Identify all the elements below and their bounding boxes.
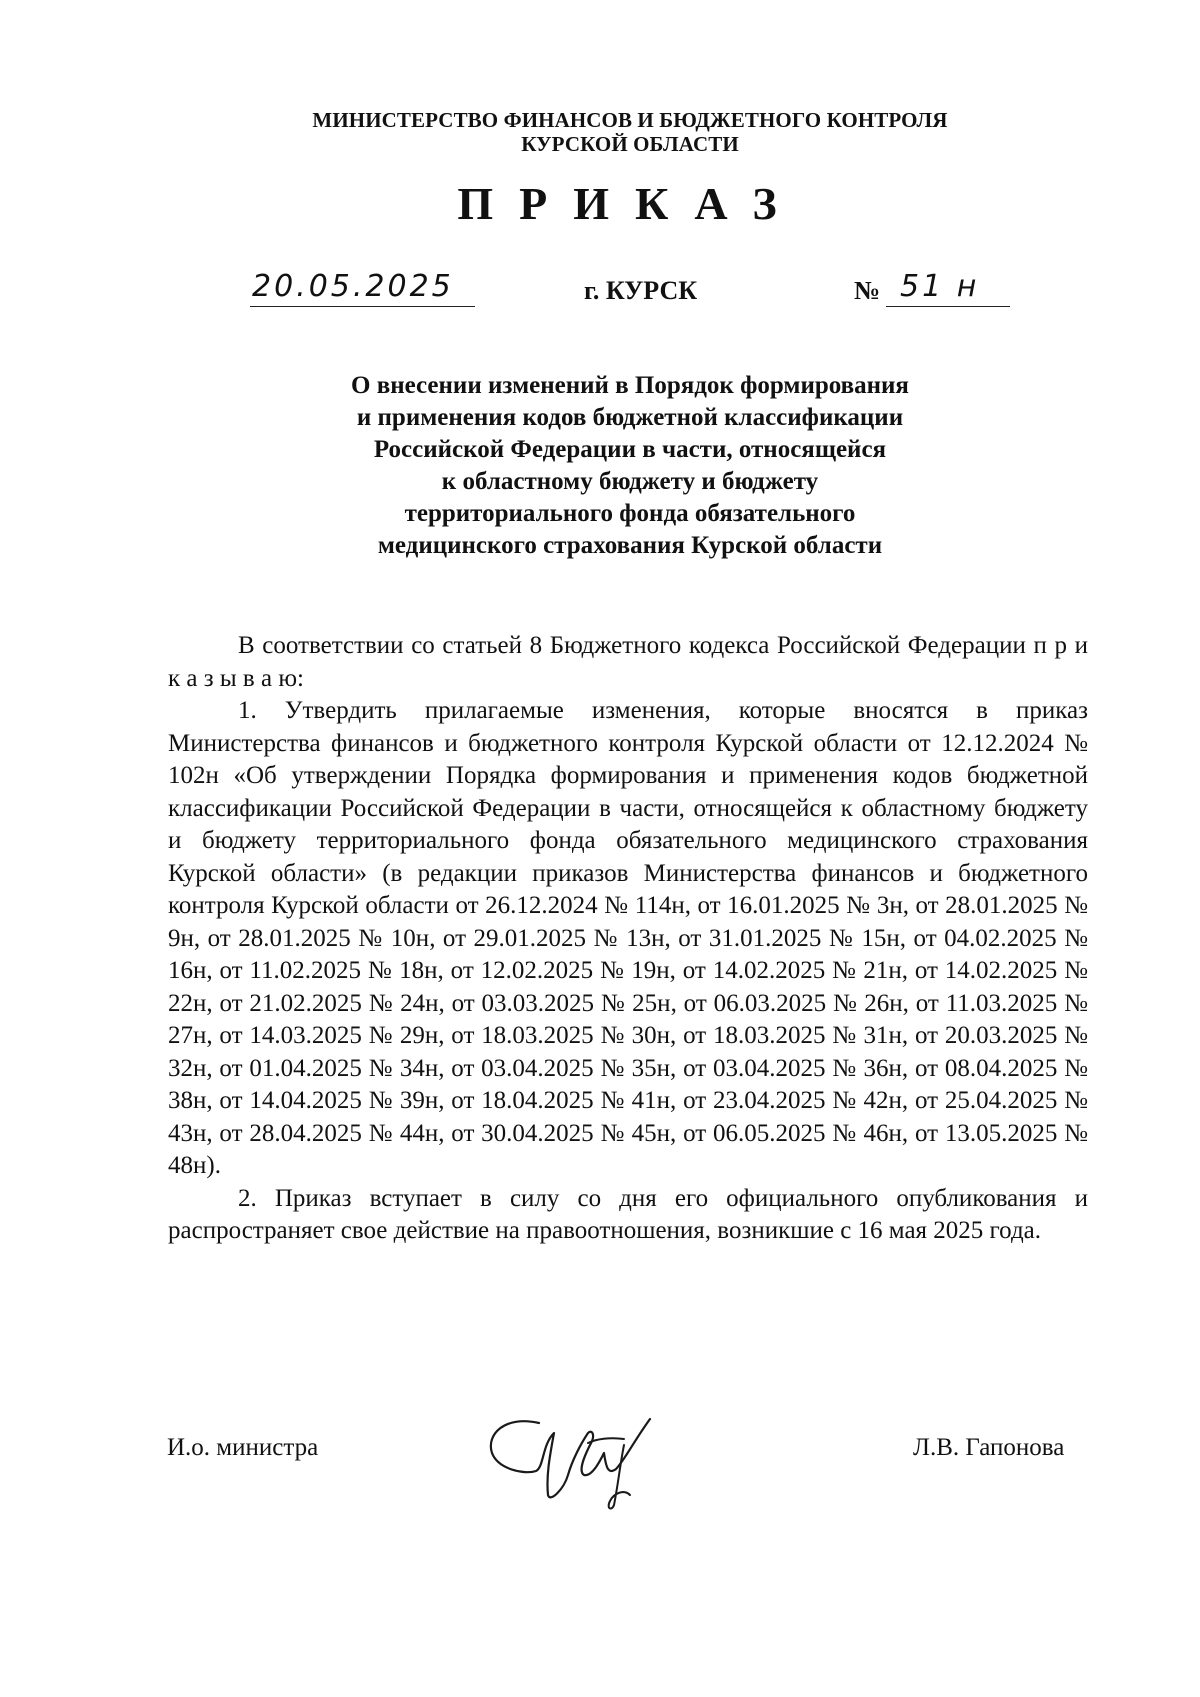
item-2-paragraph: 2. Приказ вступает в силу со дня его официального опубликования и распространяет свое действие на правоотношения, возникшие с 16 мая 2025 года. (168, 1184, 1088, 1244)
subject-line: О внесении изменений в Порядок формирования (351, 372, 909, 399)
subject-line: к областному бюджету и бюджету (441, 468, 819, 495)
ministry-line-2: КУРСКОЙ ОБЛАСТИ (521, 132, 739, 156)
document-title: ПРИКАЗ (457, 178, 803, 229)
subject-line: медицинского страхования Курской области (377, 532, 883, 559)
preamble-paragraph: В соответствии со статьей 8 Бюджетного кодекса Российской Федерации п р и к а з ы в а ю: (168, 632, 1088, 692)
handwritten-date: 20.05.2025 (252, 269, 454, 304)
ministry-line-1: МИНИСТЕРСТВО ФИНАНСОВ И БЮДЖЕТНОГО КОНТРОЛЯ (312, 108, 948, 132)
date-field (250, 268, 475, 307)
item-1-paragraph: 1. Утвердить прилагаемые изменения, которые вносятся в приказ Министерства финансов и бюджетного контроля Курской области от 12.12.2024 № 102н «Об утверждении Порядка формирования и применения кодов бюджетной классификации Российской Федерации в части, относящейся к областному бюджету и бюджету территориального фонда обязательного медицинского страхования Курской области» (в редакции приказов Министерства финансов и бюджетного контроля Курской области от 26.12.2024 № 114н, от 16.01.2025 № 3н, от 28.01.2025 № 9н, от 28.01.2025 № 10н, от 29.01.2025 № 13н, от 31.01.2025 № 15н, от 04.02.2025 № 16н, от 11.02.2025 № 18н, от 12.02.2025 № 19н, от 14.02.2025 № 21н, от 14.02.2025 № 22н, от 21.02.2025 № 24н, от 03.03.2025 № 25н, от 06.03.2025 № 26н, от 11.03.2025 № 27н, от 14.03.2025 № 29н, от 18.03.2025 № 30н, от 18.03.2025 № 31н, от 20.03.2025 № 32н, от 01.04.2025 № 34н, от 03.04.2025 № 35н, от 03.04.2025 № 36н, от 08.04.2025 № 38н, от 14.04.2025 № 39н, от 18.04.2025 № 41н, от 23.04.2025 № 42н, от 25.04.2025 № 43н, от 28.04.2025 № 44н, от 30.04.2025 № 45н, от 06.05.2025 № 46н, от 13.05.2025 № 48н). (168, 697, 1088, 1179)
handwritten-signature (484, 1405, 684, 1515)
handwritten-number: 51 н (900, 269, 980, 304)
signatory-name: Л.В. Гапонова (913, 1434, 1065, 1461)
subject-line: Российской Федерации в части, относящейся (373, 436, 887, 463)
document-subject (0, 370, 1200, 562)
subject-line: и применения кодов бюджетной классификации (356, 404, 904, 431)
number-field (886, 268, 1010, 307)
city-label: г. КУРСК (584, 276, 698, 305)
signatory-role: И.о. министра (167, 1434, 319, 1461)
ministry-header (0, 108, 1200, 156)
number-label: № (854, 276, 881, 305)
document-body (168, 630, 1088, 1248)
subject-line: территориального фонда обязательного (404, 500, 856, 527)
